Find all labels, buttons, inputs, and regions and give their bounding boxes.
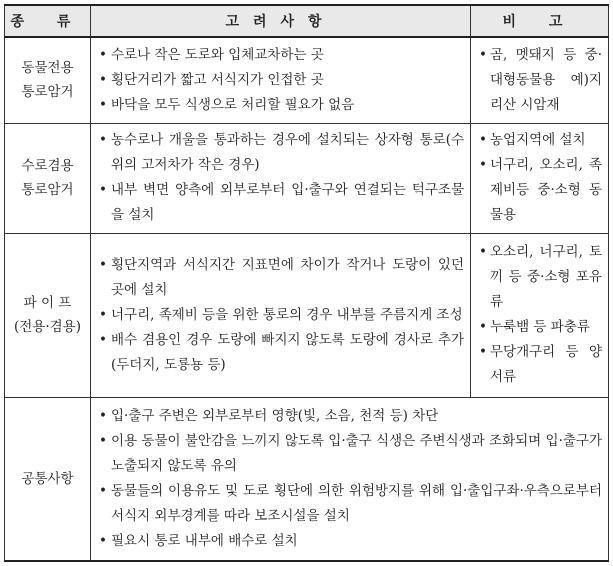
list-item: • 수로나 작은 도로와 입체교차하는 곳: [97, 43, 464, 68]
header-notes: 비 고: [471, 5, 609, 37]
list-item: • 너구리, 족제비 등을 위한 통로의 경우 내부를 주름지게 조성: [97, 303, 464, 328]
table-row: [5, 123, 609, 233]
list-item: • 농업지역에 설치: [477, 128, 602, 153]
list-item: • 누룩뱀 등 파충류: [477, 315, 602, 340]
common-considerations-cell: [91, 397, 609, 561]
considerations-cell: [91, 233, 471, 397]
list-item: • 동물들의 이용유도 및 도로 횡단에 의한 위험방지를 위해 입·출입구좌·우측으로부터 서식지 외부경계를 따라 보조시설을 설치: [97, 479, 602, 529]
list-item: • 필요시 통로 내부에 배수로 설치: [97, 529, 602, 554]
list-item: • 이용 동물이 불안감을 느끼지 않도록 입·출구 식생은 주변식생과 조화되며 입·출구가 노출되지 않도록 유의: [97, 429, 602, 479]
header-row: [5, 5, 609, 37]
notes-cell: [471, 123, 609, 233]
list-item: • 내부 벽면 양측에 외부로부터 입·출구와 연결되는 턱구조물을 설치: [97, 178, 464, 228]
table-row-common: [5, 397, 609, 561]
list-item: • 농수로나 개울을 통과하는 경우에 설치되는 상자형 통로(수위의 고저차가 작은 경우): [97, 128, 464, 178]
list-item: • 너구리, 오소리, 족제비등 중·소형 동물용: [477, 153, 602, 228]
considerations-cell: [91, 123, 471, 233]
list-item: • 입·출구 주변은 외부로부터 영향(빛, 소음, 천적 등) 차단: [97, 404, 602, 429]
list-item: • 배수 겸용인 경우 도랑에 빠지지 않도록 도랑에 경사로 추가(두더지, 도룡뇽 등): [97, 328, 464, 378]
table-row: [5, 233, 609, 397]
list-item: • 오소리, 너구리, 토끼 등 중·소형 포유류: [477, 240, 602, 315]
notes-cell: [471, 233, 609, 397]
kind-cell: 파 이 프 (전용·겸용): [5, 233, 91, 397]
header-kind: 종 류: [5, 5, 91, 37]
table-row: [5, 37, 609, 123]
list-item: • 횡단거리가 짧고 서식지가 인접한 곳: [97, 68, 464, 93]
list-item: • 횡단지역과 서식지간 지표면에 차이가 작거나 도랑이 있던 곳에 설치: [97, 253, 464, 303]
kind-cell: 동물전용 통로암거: [5, 37, 91, 123]
considerations-cell: [91, 37, 471, 123]
list-item: • 곰, 멧돼지 등 중·대형동물용 예)지리산 시암재: [477, 43, 602, 118]
header-considerations: 고려사항: [91, 5, 471, 37]
list-item: • 무당개구리 등 양서류: [477, 340, 602, 390]
kind-cell: 공통사항: [5, 397, 91, 561]
kind-cell: 수로겸용 통로암거: [5, 123, 91, 233]
passage-type-table: [4, 4, 609, 562]
list-item: • 바닥을 모두 식생으로 처리할 필요가 없음: [97, 93, 464, 118]
notes-cell: [471, 37, 609, 123]
